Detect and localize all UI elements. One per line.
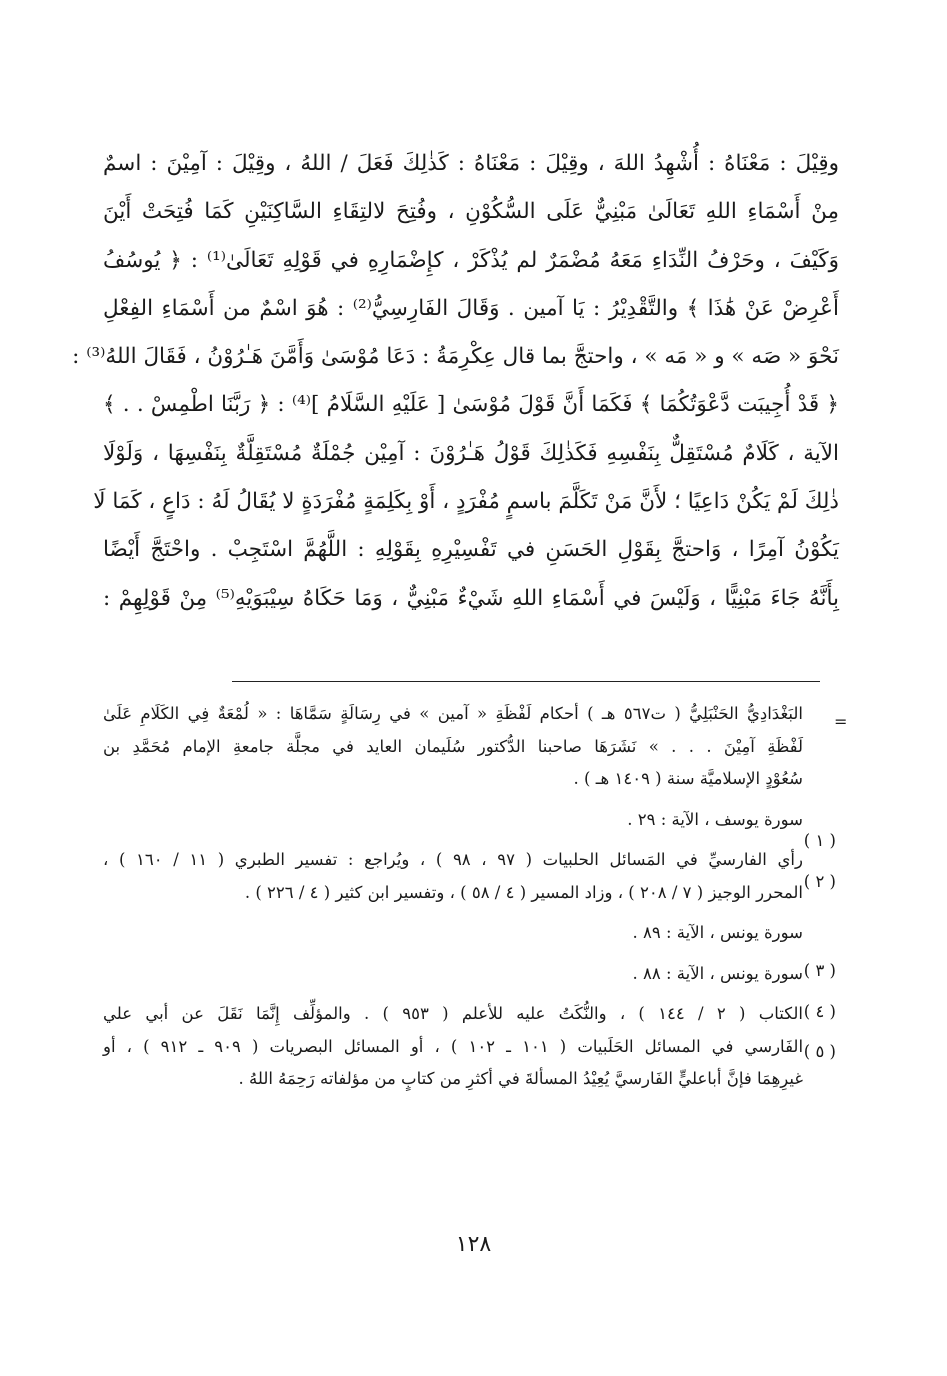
- footnote-5-text: الفَارسي في المسائل الحَلَبيات ( ١٠١ ـ ١٠٢ ) ، أو المسائل البصريات ( ٩٠٩ ـ ٩١٢ ) ، أو: [103, 1036, 804, 1056]
- footnote-5-text: غيرِهِمَا فإنَّ أباعليٍّ الفَارسيَّ يُعِيْدُ المسألةَ في أكثرِ من كتابٍ من مؤلفاته رَحِمَهُ اللهُ .: [238, 1069, 803, 1088]
- page-number: ١٢٨: [455, 1232, 492, 1257]
- footnote-separator: [232, 681, 820, 682]
- footnote-4-number: ( ٤ ): [803, 1002, 836, 1021]
- footnote-5-number: ( ٥ ): [803, 1042, 836, 1061]
- footnote-continued-line: سُعُوْدٍ الإسلاميَّة سنة ( ١٤٠٩ هـ ) .: [573, 769, 803, 788]
- footnote-2-number: ( ٢ ): [803, 872, 836, 891]
- main-text-line: ذٰلِكَ لَمْ يَكُنْ دَاعِيًا ؛ لأَنَّ مَنْ تَكَلَّمَ باسمٍ مُفْرَدٍ ، أَوْ بِكَلِمَةٍ مُفْرَدَةٍ لا يُقَالُ لَهُ : دَاعٍ ، كَمَا لَا: [93, 489, 839, 515]
- footnote-1-text: سورة يوسف ، الآية : ٢٩ .: [627, 809, 803, 829]
- footnote-3-text: سورة يونس ، الآية : ٨٩ .: [632, 923, 803, 942]
- footnote-3-number: ( ٣ ): [803, 961, 836, 980]
- main-text-line: الآية ، كَلَامٌ مُسْتَقِلٌّ بِنَفْسِهِ فَكَذٰلِكَ قَوْلُ هَـٰرُوْنَ : آمِيْن جُمْلَةٌ مُسْتَقِلَّةٌ بِنَفْسِهَا ، وَلَوْلَا: [103, 440, 839, 466]
- main-text-line: وَكَيْفَ ، وحَرْفُ النِّدَاءِ مَعَهُ مُضْمَرٌ لم يُذْكَرْ ، كإِضْمَارِهِ في قَوْلِهِ تَعَالَىٰ⁽¹⁾ : ﴿ يُوسُفُ: [103, 247, 839, 273]
- main-text-line: وقِيْلَ : مَعْنَاهُ : أُشْهِدُ اللهَ ، وقِيْلَ : مَعْنَاهُ : كَذٰلِكَ فَعَلَ / اللهُ ، وقِيْلَ : آمِيْنَ : اسمٌ: [103, 151, 839, 176]
- main-text-line: مِنْ أَسْمَاءِ اللهِ تَعَالَىٰ مَبْنِيٌّ عَلَى السُّكُوْنِ ، وفُتِحَ لالتِقَاءِ السَّاكِنَيْنِ كَمَا فُتِحَتْ أَيْنَ: [103, 199, 839, 225]
- main-text-line: بِأَنَّهُ جَاءَ مَبْنِيًّا ، وَلَيْسَ في أَسْمَاءِ اللهِ شَيْءٌ مَبْنِيٌّ ، وَمَا حَكَاهُ سِيْبَوَيْهِ⁽⁵⁾ مِنْ قَوْلِهِمْ :: [103, 585, 839, 611]
- footnote-4-text: سورة يونس ، الآية : ٨٨ .: [632, 963, 803, 983]
- footnote-1-number: ( ١ ): [803, 831, 836, 850]
- main-text-line: ﴿ قَدْ أُجِيبَت دَّعْوَتُكُمَا ﴾ فَكَمَا أَنَّ قَوْلَ مُوْسَىٰ [ عَلَيْهِ السَّلَامُ ]⁽⁴⁾ : ﴿ رَبَّنَا اطْمِسْ . . ﴾: [103, 392, 839, 418]
- main-text-line: نَحْوَ « صَه » و « مَه » ، واحتجَّ بما قال عِكْرِمَةُ : دَعَا مُوْسَىٰ وَأَمَّنَ هَـٰرُوْنُ ، فَقَالَ اللهُ⁽³⁾ :: [72, 344, 839, 370]
- footnote-2-text: المحرر الوجيز ( ٧ / ٢٠٨ ) ، وزاد المسير ( ٤ / ٥٨ ) ، وتفسير ابن كثير ( ٤ / ٢٢٦ ) .: [244, 882, 803, 902]
- footnote-2-text: رأي الفارسيِّ في المَسائل الحلبيات ( ٩٧ ، ٩٨ ) ، ويُراجع : تفسير الطبري ( ١١ / ١٦٠ ) ،: [103, 850, 803, 869]
- main-text-line: أَعْرِضْ عَنْ هَٰذَا ﴾ والتَّقْدِيْرُ : يَا آمين . وَقَالَ الفَارِسِيُّ⁽²⁾ : هُوَ اسْمٌ من أَسْمَاءِ الفِعْلِ: [103, 295, 839, 321]
- main-text-line: يَكُوْنُ آمِرًا ، وَاحتجَّ بِقَوْلِ الحَسَنِ في تَفْسِيْرِهِ بِقَوْلِهِ : اللَّهُمَّ اسْتَجِبْ . واحْتَجَّ أَيْضًا: [103, 537, 839, 563]
- main-text-block: [72, 140, 839, 623]
- footnote-5-text: الكتاب ( ٢ / ١٤٤ ) ، والنُّكَتُ عليه للأعلم ( ٩٥٣ ) . والمؤلِّف إِنَّمَا نَقَلَ عن أبي علي: [103, 1004, 803, 1023]
- footnote-continued-line: البَغْدَادِيُّ الحَنْبَلِيُّ ( ت٥٦٧ هـ ) أحكام لَفْظَةِ « آمين » في رِسَالَةٍ سَمَّاهَا : « لُمْعَةٌ فِي الكَلَامِ عَلَىٰ: [103, 704, 803, 723]
- footnotes-block: [103, 698, 803, 1096]
- footnote-continued-line: لَفْظَةِ آمِيْنَ . . . » نَشَرَهَا صاحبنا الدُّكتور سُلَيمان العايد في مجلَّة جامعةِ الإمام مُحَمَّدِ بن: [103, 736, 803, 756]
- footnote-continuation-mark: =: [834, 712, 848, 731]
